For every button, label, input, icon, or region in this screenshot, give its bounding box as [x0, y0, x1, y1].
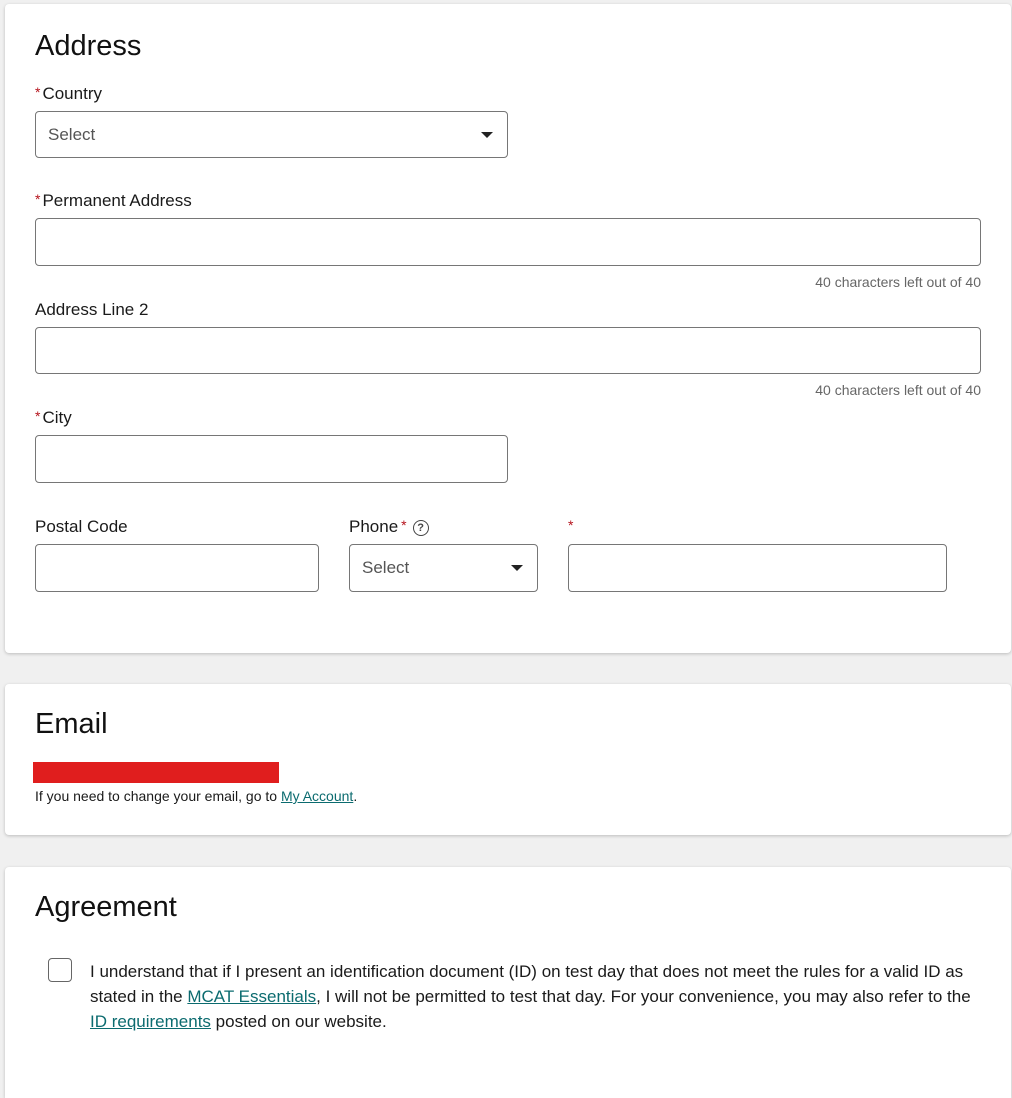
agreement-heading: Agreement [35, 891, 177, 923]
chevron-down-icon [481, 132, 493, 138]
country-select-value: Select [48, 124, 96, 144]
required-mark: * [568, 517, 574, 533]
postal-code-label: Postal Code [35, 517, 128, 536]
required-mark: * [401, 517, 407, 533]
mcat-essentials-link[interactable]: MCAT Essentials [187, 987, 317, 1006]
required-mark: * [35, 408, 41, 424]
redacted-email [33, 762, 279, 783]
postal-code-input[interactable] [36, 545, 318, 591]
city-label: * City [35, 408, 72, 427]
postal-code-field[interactable] [35, 544, 319, 592]
phone-country-code-select[interactable] [349, 544, 538, 592]
address-card [5, 4, 1011, 653]
email-change-note: If you need to change your email, go to My Account. [35, 788, 358, 804]
chevron-down-icon [511, 565, 523, 571]
address-line2-label: Address Line 2 [35, 300, 149, 319]
agreement-checkbox[interactable] [48, 958, 72, 982]
permanent-address-counter: 40 characters left out of 40 [815, 274, 981, 290]
address-line2-input[interactable] [36, 328, 980, 373]
phone-number-input[interactable] [569, 545, 946, 591]
agreement-text: I understand that if I present an identification document (ID) on test day that does not meet the rules for a valid ID as stated in the MCAT Essentials, I will not be permitted to test that day. For your convenience, you may also refer to the ID requirements posted on our website. [90, 962, 971, 1031]
phone-label: Phone * ? [349, 517, 429, 537]
required-mark: * [35, 84, 41, 100]
address-line2-counter: 40 characters left out of 40 [815, 382, 981, 398]
permanent-address-label: * Permanent Address [35, 191, 192, 210]
help-circle-icon[interactable]: ? [413, 520, 429, 536]
city-input[interactable] [36, 436, 507, 482]
phone-code-select-value: Select [362, 558, 410, 577]
permanent-address-field[interactable] [35, 218, 981, 266]
address-heading: Address [35, 30, 142, 62]
city-field[interactable] [35, 435, 508, 483]
phone-number-label [568, 517, 575, 537]
country-select[interactable] [35, 111, 508, 158]
agreement-card [5, 867, 1011, 1098]
email-heading: Email [35, 708, 108, 740]
id-requirements-link[interactable]: ID requirements [90, 1012, 211, 1031]
country-label: * Country [35, 84, 102, 103]
phone-number-field[interactable] [568, 544, 947, 592]
address-line2-field[interactable] [35, 327, 981, 374]
required-mark: * [35, 191, 41, 207]
permanent-address-input[interactable] [36, 219, 980, 265]
email-card [5, 684, 1011, 835]
my-account-link[interactable]: My Account [280, 788, 354, 804]
